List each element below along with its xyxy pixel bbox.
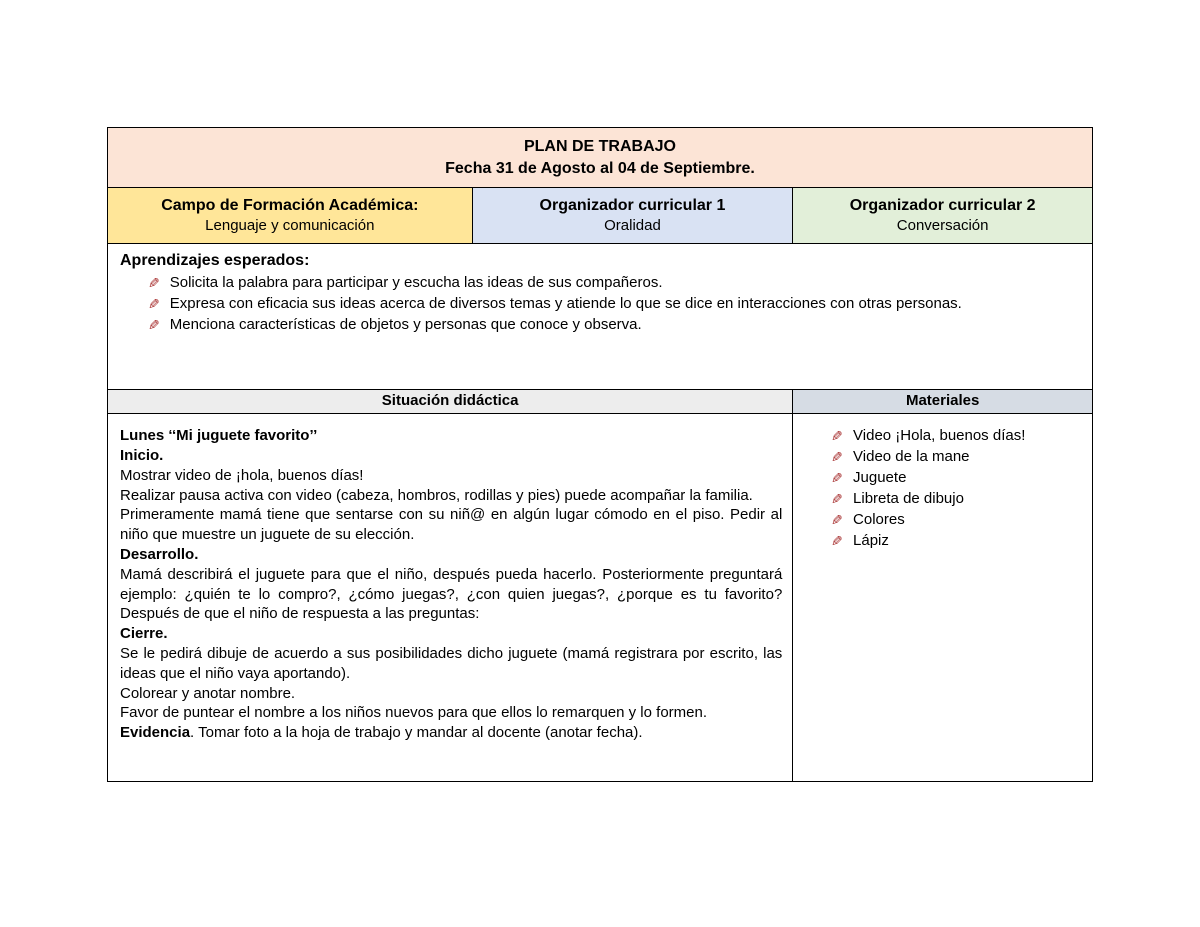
pencil-bullet-icon: ✎	[831, 449, 844, 466]
pencil-bullet-icon: ✎	[148, 317, 160, 334]
pencil-bullet-icon: ✎	[831, 491, 844, 508]
paragraph: Mamá describirá el juguete para que el niño, después pueda hacerlo. Posteriormente preguntará ejemplo: ¿quién te lo compro?, ¿cómo juegas?, ¿con quien juegas?, ¿porque es tu favorito? Después de que el niño de respuesta a las preguntas:	[120, 565, 783, 623]
organizador-curricular-2-cell	[793, 188, 1093, 244]
paragraph: Colorear y anotar nombre.	[120, 684, 296, 702]
list-item-text: Lápiz	[853, 532, 889, 550]
pencil-bullet-icon: ✎	[831, 512, 844, 529]
list-item	[831, 489, 1086, 510]
paragraph: Se le pedirá dibuje de acuerdo a sus posibilidades dicho juguete (mamá registrara por escrito, las ideas que el niño vaya aportando).	[120, 644, 783, 682]
organizador-1-title: Organizador curricular 1	[539, 196, 726, 214]
plan-date-range: Fecha 31 de Agosto al 04 de Septiembre.	[445, 159, 755, 177]
list-item	[148, 294, 1078, 315]
paragraph: Primeramente mamá tiene que sentarse con su niñ@ en algún lugar cómodo en el piso. Pedir al niño que muestre un juguete de su elección.	[120, 506, 783, 544]
paragraph: Realizar pausa activa con video (cabeza, hombros, rodillas y pies) puede acompañar la familia.	[120, 486, 753, 504]
list-item	[831, 447, 1086, 468]
organizador-2-title: Organizador curricular 2	[849, 196, 1036, 214]
paragraph: Cierre.	[120, 625, 168, 643]
list-item	[831, 510, 1086, 531]
situacion-didactica-header: Situación didáctica	[108, 390, 793, 414]
organizador-2-value: Conversación	[896, 217, 989, 235]
paragraph: Lunes ‘‘Mi juguete favorito’’	[120, 427, 318, 445]
materiales-header: Materiales	[793, 390, 1093, 414]
list-item-text: Expresa con eficacia sus ideas acerca de diversos temas y atiende lo que se dice en interacciones con otras personas.	[169, 295, 962, 313]
list-item-text: Video ¡Hola, buenos días!	[853, 427, 1026, 445]
campo-formacion-cell	[108, 188, 473, 244]
table-title-cell	[108, 128, 1093, 188]
list-item	[148, 273, 1078, 294]
campo-formacion-title: Campo de Formación Académica:	[161, 196, 419, 214]
plan-de-trabajo-table	[107, 127, 1093, 782]
situacion-didactica-content	[108, 414, 793, 782]
paragraph: Mostrar video de ¡hola, buenos días!	[120, 466, 364, 484]
aprendizajes-esperados-cell	[108, 244, 1093, 390]
aprendizajes-list	[148, 273, 1078, 336]
list-item	[831, 426, 1086, 447]
list-item-text: Menciona características de objetos y personas que conoce y observa.	[169, 316, 642, 334]
list-item	[831, 468, 1086, 489]
organizador-curricular-1-cell	[473, 188, 794, 244]
list-item-text: Colores	[853, 511, 905, 529]
list-item	[831, 531, 1086, 552]
campo-formacion-value: Lenguaje y comunicación	[205, 217, 375, 235]
list-item	[148, 315, 1078, 336]
plan-title: PLAN DE TRABAJO	[523, 138, 676, 155]
pencil-bullet-icon: ✎	[831, 428, 844, 445]
pencil-bullet-icon: ✎	[831, 533, 844, 550]
list-item-text: Solicita la palabra para participar y escucha las ideas de sus compañeros.	[169, 274, 663, 292]
list-item-text: Video de la mane	[853, 448, 970, 466]
pencil-bullet-icon: ✎	[148, 296, 160, 313]
paragraph: Inicio.	[120, 446, 164, 464]
pencil-bullet-icon: ✎	[148, 275, 160, 292]
organizador-1-value: Oralidad	[604, 217, 661, 235]
list-item-text: Libreta de dibujo	[853, 490, 964, 508]
pencil-bullet-icon: ✎	[831, 470, 844, 487]
materiales-content	[793, 414, 1093, 782]
paragraph: Desarrollo.	[120, 545, 199, 563]
materiales-list	[831, 426, 1086, 552]
aprendizajes-title: Aprendizajes esperados:	[120, 252, 310, 270]
list-item-text: Juguete	[853, 469, 907, 487]
paragraph: Evidencia. Tomar foto a la hoja de trabajo y mandar al docente (anotar fecha).	[120, 724, 643, 742]
paragraph: Favor de puntear el nombre a los niños nuevos para que ellos lo remarquen y lo formen.	[120, 704, 707, 722]
